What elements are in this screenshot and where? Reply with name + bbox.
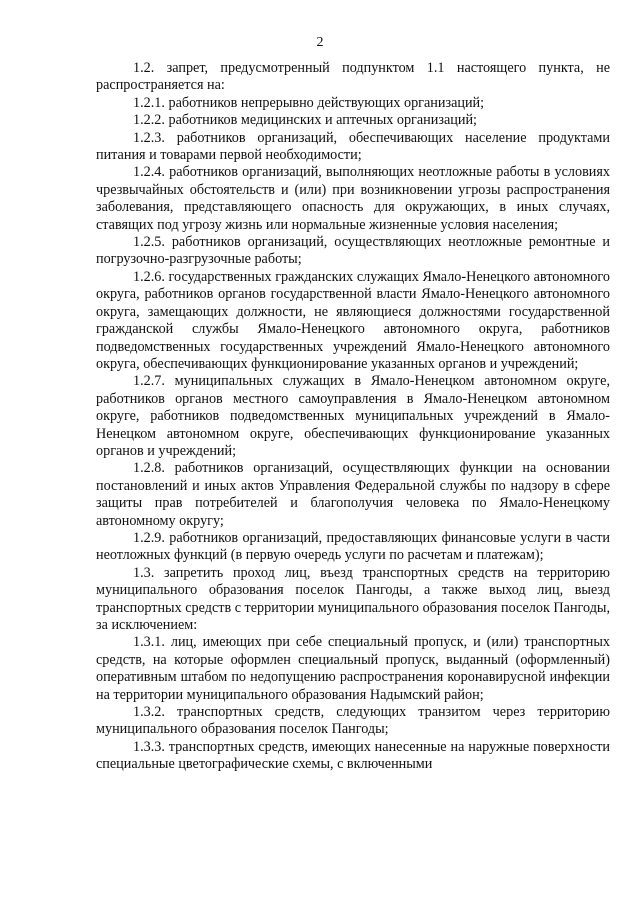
paragraph-1-2-2: 1.2.2. работников медицинских и аптечных организаций; [133,112,477,129]
paragraph-1-2-6: 1.2.6. государственных гражданских служащих Ямало-Ненецкого автономного округа, работников органов государственной власти Ямало-Ненецкого автономного округа, замещающих должности, не являющиеся должностями государственной гражданской службы Ямало-Ненецкого автономного округа, работников подведомственных государственных учреждений Ямало-Ненецкого автономного округа, обеспечивающих функционирование указанных органов и учреждений; [96,268,610,372]
paragraph-1-3-2: 1.3.2. транспортных средств, следующих транзитом через территорию муниципального образования поселок Пангоды; [96,704,610,738]
paragraph-1-2-5: 1.2.5. работников организаций, осуществляющих неотложные ремонтные и погрузочно-разгрузочные работы; [96,234,610,268]
document-body [96,60,610,774]
paragraph-1-2-9: 1.2.9. работников организаций, предоставляющих финансовые услуги в части неотложных функций (в первую очередь услуги по расчетам и платежам); [96,529,610,564]
paragraph-1-3: 1.3. запретить проход лиц, въезд транспортных средств на территорию муниципального образования поселок Пангоды, а также выход лиц, выезд транспортных средств с территории муниципального образования поселок Пангоды, за исключением: [96,564,610,633]
paragraph-1-2: 1.2. запрет, предусмотренный подпунктом 1.1 настоящего пункта, не распространяется на: [96,60,610,94]
paragraph-1-2-1: 1.2.1. работников непрерывно действующих организаций; [133,94,485,111]
paragraph-1-2-4: 1.2.4. работников организаций, выполняющих неотложные работы в условиях чрезвычайных обстоятельств и (или) при возникновении угрозы распространения заболевания, представляющего опасность для окружающих, в иных случаях, ставящих под угрозу жизнь или нормальные жизненные условия населения; [96,164,610,233]
paragraph-1-3-3: 1.3.3. транспортных средств, имеющих нанесенные на наружные поверхности специальные цветографические схемы, с включенными [96,738,610,773]
paragraph-1-2-7: 1.2.7. муниципальных служащих в Ямало-Ненецком автономном округе, работников органов местного самоуправления в Ямало-Ненецком автономном округе, работников подведомственных муниципальных учреждений в Ямало-Ненецком автономном округе, обеспечивающих функционирование указанных органов и учреждений; [96,373,610,459]
paragraph-1-3-1: 1.3.1. лиц, имеющих при себе специальный пропуск, и (или) транспортных средств, на которые оформлен специальный пропуск, выданный (оформленный) оперативным штабом по недопущению распространения коронавирусной инфекции на территории муниципального образования Надымский район; [96,634,610,703]
page-number: 2 [316,35,324,50]
paragraph-1-2-3: 1.2.3. работников организаций, обеспечивающих население продуктами питания и товарами первой необходимости; [96,129,610,164]
paragraph-1-2-8: 1.2.8. работников организаций, осуществляющих функции на основании постановлений и иных актов Управления Федеральной службы по надзору в сфере защиты прав потребителей и благополучия человека по Ямало-Ненецкому автономному округу; [96,460,610,529]
